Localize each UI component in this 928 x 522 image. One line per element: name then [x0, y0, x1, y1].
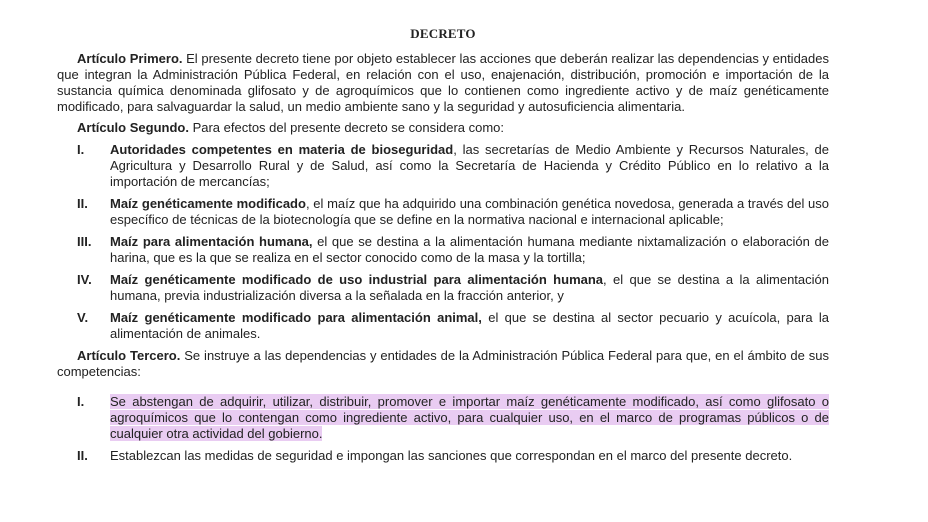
item-desc: , las secretarías de Medio Ambiente y Recursos Naturales, de Agricultura y Desarrollo Rural y de Salud, así como la Secretaría de Hacienda y Crédito Público en lo relativo a la importación de mercancías; — [110, 142, 829, 189]
article-third-heading: Artículo Tercero. — [77, 348, 181, 363]
item-number: IV. — [77, 272, 92, 287]
item-text — [110, 234, 829, 266]
item-number: III. — [77, 234, 92, 249]
item-text — [110, 272, 829, 304]
article-second-list — [57, 142, 829, 342]
item-desc: el que se destina al sector pecuario y acuícola, para la alimentación de animales. — [110, 310, 829, 341]
article-first — [57, 51, 829, 115]
list-item — [57, 310, 829, 342]
item-number: V. — [77, 310, 89, 325]
article-second-body: Para efectos del presente decreto se considera como: — [188, 120, 505, 135]
item-term: Maíz genéticamente modificado — [110, 196, 306, 211]
article-second — [57, 120, 829, 136]
list-item — [57, 448, 829, 464]
item-text — [110, 310, 829, 342]
item-term: Maíz para alimentación humana, — [110, 234, 313, 249]
item-number: II. — [77, 448, 88, 463]
article-third-list — [57, 394, 829, 464]
item-term: Maíz genéticamente modificado de uso industrial para alimentación humana — [110, 272, 604, 287]
item-text: Establezcan las medidas de seguridad e impongan las sanciones que correspondan en el marco del presente decreto. — [110, 448, 793, 463]
article-first-body: El presente decreto tiene por objeto establecer las acciones que deberán realizar las dependencias y entidades que integran la Administración Pública Federal, en relación con el uso, enajenación, distribución, promoción e importación de la sustancia química denominada glifosato y de agroquímicos que lo contienen como ingrediente activo y de maíz genéticamente modificado, para salvaguardar la salud, un medio ambiente sano y la seguridad y autosuficiencia alimentaria. — [57, 51, 829, 114]
article-third-body: Se instruye a las dependencias y entidades de la Administración Pública Federal para que, en el ámbito de sus competencias: — [57, 348, 830, 379]
item-desc: , el que se destina a la alimentación humana, previa industrialización diversa a la señalada en la fracción anterior, y — [110, 272, 829, 303]
list-item — [57, 234, 829, 266]
item-desc: , el maíz que ha adquirido una combinación genética novedosa, generada a través del uso específico de técnicas de la biotecnología que se define en la normativa nacional e internacional aplicable; — [110, 196, 830, 227]
highlighted-text: Se abstengan de adquirir, utilizar, distribuir, promover e importar maíz genéticamente modificado, así como glifosato o agroquímicos que lo contengan como ingrediente activo, para cualquier uso, en el marco de programas públicos o de cualquier otra actividad del gobierno. — [110, 394, 829, 441]
list-item — [57, 394, 829, 442]
item-number: II. — [77, 196, 88, 211]
article-first-heading: Artículo Primero. — [77, 51, 183, 66]
item-desc: el que se destina a la alimentación humana mediante nixtamalización o elaboración de harina, que es la que se realiza en el sector conocido como de la masa y la tortilla; — [110, 234, 830, 265]
item-number: I. — [77, 394, 85, 409]
list-item — [57, 142, 829, 190]
item-number: I. — [77, 142, 85, 157]
article-second-heading: Artículo Segundo. — [77, 120, 189, 135]
decree-document — [57, 26, 829, 470]
item-text — [110, 196, 829, 228]
item-text — [110, 142, 829, 190]
item-term: Autoridades competentes en materia de bioseguridad — [110, 142, 454, 157]
document-title: DECRETO — [410, 26, 476, 41]
list-item — [57, 196, 829, 228]
item-text — [110, 394, 829, 442]
item-term: Maíz genéticamente modificado para alimentación animal, — [110, 310, 482, 325]
article-third — [57, 348, 829, 380]
list-item — [57, 272, 829, 304]
